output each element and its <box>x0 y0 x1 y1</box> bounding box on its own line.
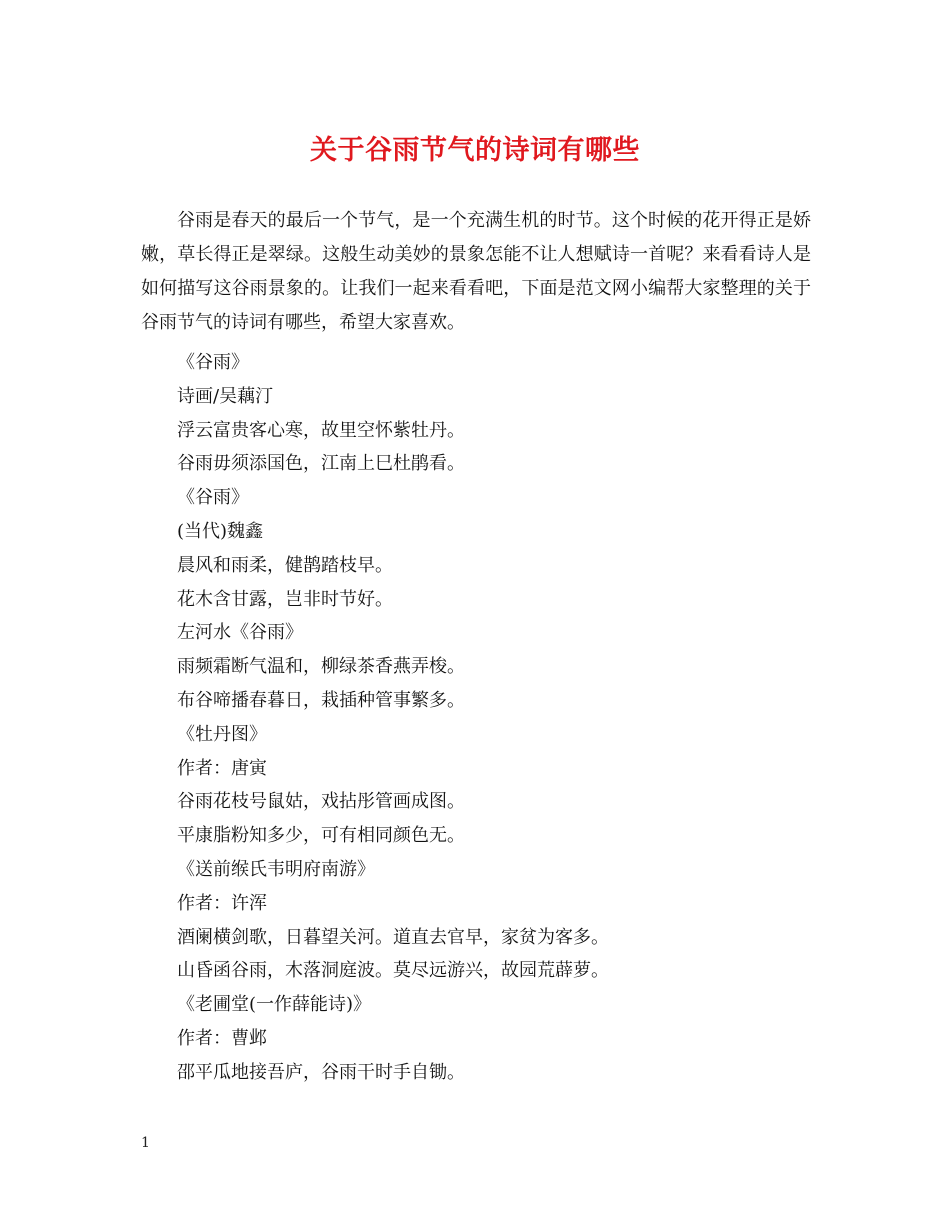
poem-line: 左河水《谷雨》 <box>177 622 303 644</box>
poem-line: 作者：许浑 <box>177 892 267 914</box>
intro-paragraph: 谷雨是春天的最后一个节气，是一个充满生机的时节。这个时候的花开得正是娇嫩，草长得正是翠绿。这般生动美妙的景象怎能不让人想赋诗一首呢？来看看诗人是如何描写这谷雨景象的。让我们一起来看看吧，下面是范文网小编帮大家整理的关于谷雨节气的诗词有哪些，希望大家喜欢。 <box>141 210 811 333</box>
poem-line: 邵平瓜地接吾庐，谷雨干时手自锄。 <box>177 1061 465 1083</box>
poem-line: 诗画/吴藕汀 <box>177 385 274 407</box>
poem-line: 谷雨花枝号鼠姑，戏拈彤管画成图。 <box>177 791 465 813</box>
poem-lines <box>177 346 817 1090</box>
poem-line: 酒阑横剑歌，日暮望关河。道直去官早，家贫为客多。 <box>177 926 609 948</box>
poem-line: 山昏函谷雨，木落洞庭波。莫尽远游兴，故园荒薜萝。 <box>177 960 609 982</box>
poem-line: 作者：曹邺 <box>177 1027 267 1049</box>
poem-line: (当代)魏鑫 <box>177 520 264 542</box>
poem-line: 雨频霜断气温和，柳绿茶香燕弄梭。 <box>177 656 465 678</box>
poem-line: 晨风和雨柔，健鹊踏枝早。 <box>177 554 393 576</box>
page-number: 1 <box>141 1135 150 1151</box>
poem-line: 花木含甘露，岂非时节好。 <box>177 588 393 610</box>
poem-line: 平康脂粉知多少，可有相同颜色无。 <box>177 825 465 847</box>
document-title: 关于谷雨节气的诗词有哪些 <box>310 135 640 166</box>
poem-line: 作者：唐寅 <box>177 757 267 779</box>
poem-line: 《谷雨》 <box>177 487 249 509</box>
poem-line: 浮云富贵客心寒，故里空怀紫牡丹。 <box>177 419 465 441</box>
poem-line: 《送前缑氏韦明府南游》 <box>177 858 375 880</box>
poem-line: 《老圃堂(一作薛能诗)》 <box>177 994 372 1016</box>
poem-line: 《谷雨》 <box>177 352 249 373</box>
poem-line: 布谷啼播春暮日，栽插种管事繁多。 <box>177 689 465 711</box>
poem-line: 谷雨毋须添国色，江南上巳杜鹃看。 <box>177 453 465 475</box>
poem-line: 《牡丹图》 <box>177 723 267 745</box>
